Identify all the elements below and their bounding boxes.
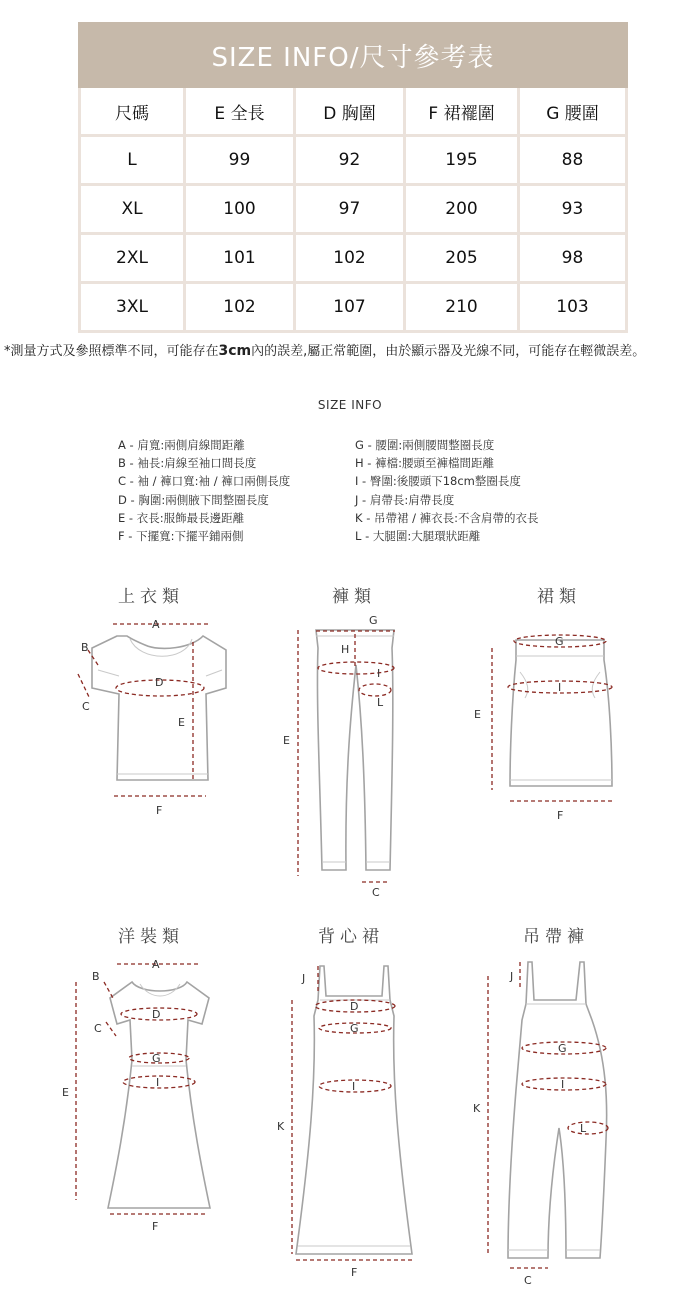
label-G: G	[369, 614, 378, 627]
label-J: J	[302, 972, 306, 985]
label-D: D	[152, 1008, 161, 1021]
table-cell: 101	[186, 235, 296, 284]
label-L: L	[377, 696, 384, 709]
category-skirt: 裙類	[537, 587, 581, 607]
vest-dress-diagram	[277, 966, 412, 1279]
label-H: H	[341, 643, 350, 656]
legend-item: D - 胸圍:兩側腋下間整圈長度	[118, 492, 269, 507]
label-G: G	[555, 635, 564, 648]
legend-item: A - 肩寬:兩側肩線間距離	[118, 438, 245, 452]
label-F: F	[156, 804, 163, 817]
tshirt-diagram	[78, 618, 226, 817]
legend-item: F - 下擺寬:下擺平鋪兩側	[118, 529, 244, 544]
label-F: F	[557, 809, 564, 822]
legend-item: J - 肩帶長:肩帶長度	[355, 492, 455, 507]
category-pants: 褲類	[332, 587, 376, 607]
label-F: F	[351, 1266, 358, 1279]
label-B: B	[81, 641, 89, 654]
header-chest: D 胸圍	[296, 88, 406, 137]
legend-item: K - 吊帶裙 / 褲衣長:不含肩帶的衣長	[355, 510, 539, 525]
legend-item: E - 衣長:服飾最長邊距離	[118, 510, 245, 525]
label-E: E	[178, 716, 185, 729]
table-cell: 98	[520, 235, 628, 284]
label-A: A	[152, 618, 160, 631]
table-cell: 103	[520, 284, 628, 333]
label-E: E	[474, 708, 481, 721]
size-info-heading: SIZE INFO	[317, 398, 383, 412]
legend-item: H - 褲檔:腰頭至褲檔間距離	[355, 456, 494, 471]
label-I: I	[156, 1076, 160, 1089]
table-cell: 88	[520, 137, 628, 186]
table-cell: 210	[406, 284, 520, 333]
category-top: 上衣類	[118, 587, 184, 607]
header-size: 尺碼	[78, 88, 186, 137]
table-cell: 205	[406, 235, 520, 284]
label-A: A	[152, 958, 160, 971]
label-C: C	[82, 700, 90, 713]
table-cell: 107	[296, 284, 406, 333]
size-table-title: SIZE INFO/尺寸參考表	[78, 22, 628, 88]
label-D: D	[350, 1000, 359, 1013]
note-suffix: 內的誤差,屬正常範圍，由於顯示器及光線不同，可能存在輕微誤差。	[251, 344, 646, 359]
label-I: I	[558, 681, 562, 694]
label-E: E	[62, 1086, 69, 1099]
label-C: C	[524, 1274, 532, 1287]
label-G: G	[350, 1022, 359, 1035]
label-K: K	[277, 1120, 285, 1133]
header-hem: F 裙襬圍	[406, 88, 520, 137]
table-cell: 93	[520, 186, 628, 235]
table-cell: 99	[186, 137, 296, 186]
label-B: B	[92, 970, 100, 983]
note-prefix: *測量方式及參照標準不同，可能存在	[4, 344, 219, 359]
header-length: E 全長	[186, 88, 296, 137]
table-cell: 100	[186, 186, 296, 235]
legend-item: I - 臀圍:後腰頭下18cm整圈長度	[355, 474, 521, 489]
label-K: K	[473, 1102, 481, 1115]
label-G: G	[152, 1052, 161, 1065]
table-cell: XL	[78, 186, 186, 235]
skirt-diagram	[474, 635, 612, 822]
label-C: C	[94, 1022, 102, 1035]
pants-diagram	[283, 614, 395, 899]
table-cell: 3XL	[78, 284, 186, 333]
category-dress: 洋裝類	[118, 927, 184, 947]
label-I: I	[561, 1078, 565, 1091]
table-cell: L	[78, 137, 186, 186]
table-cell: 195	[406, 137, 520, 186]
label-E: E	[283, 734, 290, 747]
note-bold: 3cm	[218, 343, 252, 359]
label-I: I	[377, 667, 381, 680]
table-cell: 2XL	[78, 235, 186, 284]
dress-diagram	[62, 958, 210, 1233]
label-J: J	[510, 970, 514, 983]
header-waist: G 腰圍	[520, 88, 628, 137]
table-cell: 102	[186, 284, 296, 333]
table-cell: 92	[296, 137, 406, 186]
label-L: L	[580, 1122, 587, 1135]
label-C: C	[372, 886, 380, 899]
table-cell: 97	[296, 186, 406, 235]
legend-item: C - 袖 / 褲口寬:袖 / 褲口兩側長度	[118, 474, 291, 489]
label-F: F	[152, 1220, 159, 1233]
category-vest-dress: 背心裙	[318, 927, 384, 947]
legend-item: B - 袖長:肩線至袖口間長度	[118, 456, 257, 471]
table-cell: 200	[406, 186, 520, 235]
label-D: D	[155, 676, 164, 689]
label-I: I	[352, 1080, 356, 1093]
label-G: G	[558, 1042, 567, 1055]
category-overalls: 吊帶褲	[523, 927, 589, 947]
overalls-diagram	[473, 962, 608, 1287]
legend-item: G - 腰圍:兩側腰間整圈長度	[355, 438, 495, 452]
legend-item: L - 大腿圍:大腿環狀距離	[355, 529, 481, 544]
table-cell: 102	[296, 235, 406, 284]
